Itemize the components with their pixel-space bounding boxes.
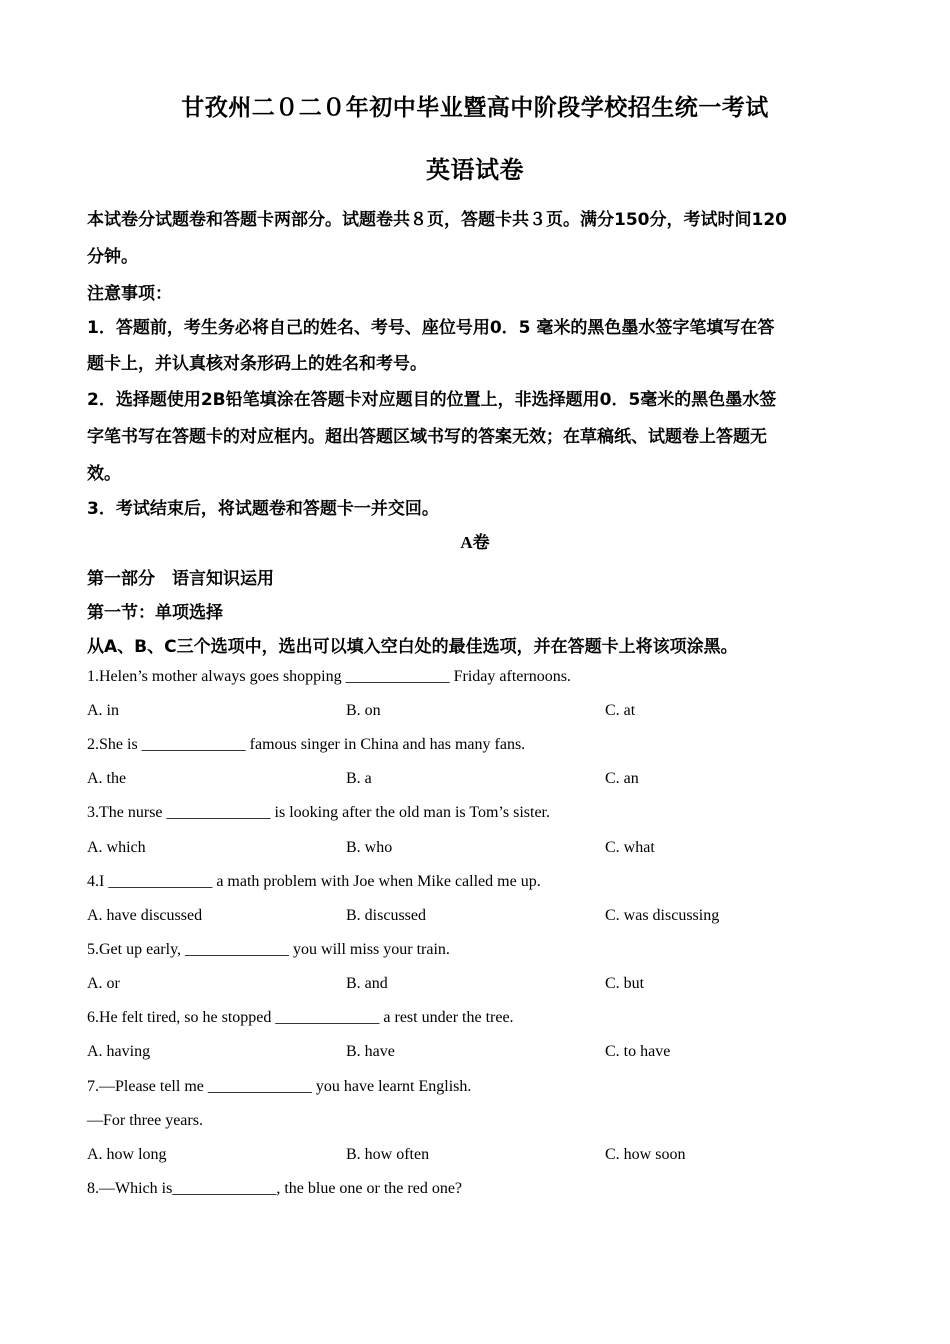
notice-item-2-line-3: 效。 [87, 464, 121, 484]
option-a: A. in [87, 702, 119, 719]
question-stem: 1.Helen’s mother always goes shopping _____________ Friday afternoons. [87, 668, 571, 685]
option-b: B. who [346, 839, 393, 856]
question-stem: 4.I _____________ a math problem with Joe when Mike called me up. [87, 873, 541, 890]
part-heading: 第一部分 语言知识运用 [87, 569, 274, 589]
section-instruction: 从A、B、C三个选项中，选出可以填入空白处的最佳选项，并在答题卡上将该项涂黑。 [87, 637, 738, 657]
option-c: C. an [605, 770, 639, 787]
option-a: A. have discussed [87, 907, 203, 924]
exam-subtitle: 英语试卷 [426, 155, 524, 184]
question-reply: —For three years. [87, 1112, 203, 1129]
question-stem: 6.He felt tired, so he stopped _____________ a rest under the tree. [87, 1009, 514, 1026]
option-b: B. discussed [346, 907, 426, 924]
option-b: B. a [346, 770, 372, 787]
notice-item-2-line-1: 2．选择题使用2B铅笔填涂在答题卡对应题目的位置上，非选择题用0．5毫米的黑色墨水签 [87, 390, 777, 410]
question-stem: 7.—Please tell me _____________ you have learnt English. [87, 1078, 472, 1095]
volume-heading: A卷 [460, 533, 490, 552]
option-c: C. at [605, 702, 636, 719]
option-c: C. what [605, 839, 655, 856]
question-stem: 2.She is _____________ famous singer in China and has many fans. [87, 736, 526, 753]
option-c: C. but [605, 975, 645, 992]
option-a: A. which [87, 839, 146, 856]
question-stem: 8.—Which is_____________, the blue one or the red one? [87, 1180, 463, 1197]
exam-title: 甘孜州二０二０年初中毕业暨高中阶段学校招生统一考试 [181, 94, 769, 121]
option-a: A. the [87, 770, 127, 787]
option-a: A. having [87, 1043, 151, 1060]
notice-item-1-line-2: 题卡上，并认真核对条形码上的姓名和考号。 [87, 354, 427, 374]
intro-line-1: 本试卷分试题卷和答题卡两部分。试题卷共８页，答题卡共３页。满分150分，考试时间120 [87, 210, 787, 230]
option-c: C. to have [605, 1043, 671, 1060]
option-b: B. on [346, 702, 381, 719]
option-c: C. how soon [605, 1146, 686, 1163]
notice-item-2-line-2: 字笔书写在答题卡的对应框内。超出答题区域书写的答案无效；在草稿纸、试题卷上答题无 [87, 427, 767, 447]
option-b: B. and [346, 975, 388, 992]
question-stem: 3.The nurse _____________ is looking after the old man is Tom’s sister. [87, 804, 550, 821]
option-c: C. was discussing [605, 907, 720, 924]
subpart-heading: 第一节：单项选择 [87, 603, 223, 623]
option-a: A. or [87, 975, 120, 992]
question-stem: 5.Get up early, _____________ you will miss your train. [87, 941, 450, 958]
option-b: B. how often [346, 1146, 430, 1163]
intro-line-2: 分钟。 [87, 247, 138, 267]
notice-heading: 注意事项： [87, 284, 172, 304]
notice-item-1-line-1: 1．答题前，考生务必将自己的姓名、考号、座位号用0．5 毫米的黑色墨水签字笔填写在答 [87, 318, 775, 338]
option-b: B. have [346, 1043, 395, 1060]
notice-item-3: 3．考试结束后，将试题卷和答题卡一并交回。 [87, 499, 439, 519]
option-a: A. how long [87, 1146, 167, 1163]
